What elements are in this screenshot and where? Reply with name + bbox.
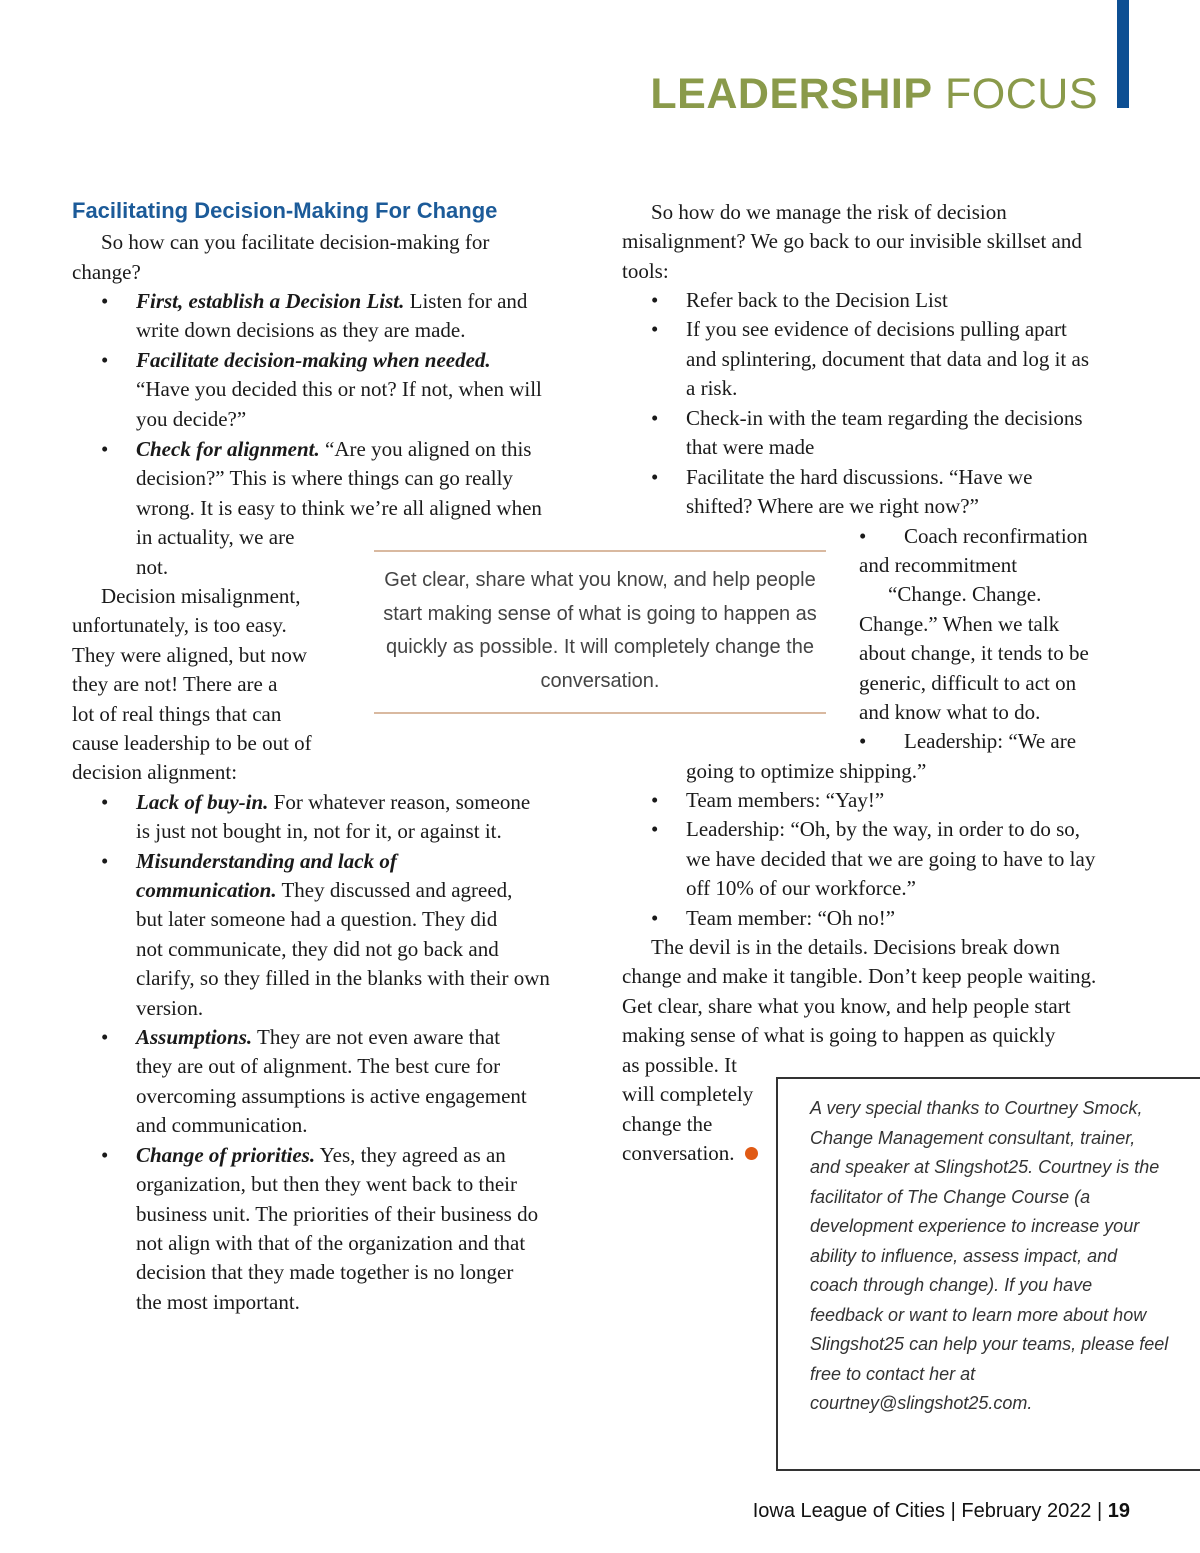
bullet-glyph: •: [101, 289, 109, 313]
paragraph-line: So how do we manage the risk of decision: [651, 200, 1007, 224]
list-item-line: the most important.: [136, 1290, 300, 1314]
page-number: 19: [1107, 1500, 1130, 1522]
list-item-line: and recommitment: [859, 553, 1018, 577]
paragraph-line: they are not! There are a: [72, 672, 278, 696]
list-item-line: overcoming assumptions is active engagement: [136, 1084, 527, 1108]
paragraph-line: will completely: [622, 1082, 754, 1106]
bullet-glyph: •: [101, 437, 109, 461]
list-item-line: is just not bought in, not for it, or against it.: [136, 819, 502, 843]
list-item-line: Lack of buy-in. For whatever reason, someone: [136, 790, 531, 814]
list-item-line: Leadership: “We are: [904, 729, 1077, 753]
list-item-line: Team members: “Yay!”: [686, 788, 885, 812]
paragraph-line: Change.” When we talk: [859, 612, 1060, 636]
footer-publication: Iowa League of Cities | February 2022 |: [752, 1500, 1103, 1522]
bullet-glyph: •: [651, 317, 659, 341]
paragraph-line: and know what to do.: [859, 700, 1041, 724]
bullet-glyph: •: [101, 348, 109, 372]
bullet-glyph: •: [101, 790, 109, 814]
paragraph-line: The devil is in the details. Decisions break down: [651, 935, 1060, 959]
bullet-glyph: •: [101, 1143, 109, 1167]
list-item-line: decision that they made together is no longer: [136, 1260, 514, 1284]
bullet-glyph: •: [859, 524, 867, 548]
pull-quote-text: Get clear, share what you know, and help people start making sense of what is going to happen as quickly as possible. It will completely change the conversation.: [383, 569, 817, 692]
paragraph-line: conversation.: [622, 1141, 735, 1165]
intro-line: So how can you facilitate decision-making for: [101, 230, 490, 254]
list-item-line: we have decided that we are going to have to lay: [686, 847, 1096, 871]
bullet-glyph: •: [101, 1025, 109, 1049]
bullet-glyph: •: [651, 817, 659, 841]
list-item-line: business unit. The priorities of their business do: [136, 1202, 539, 1226]
paragraph-line: change the: [622, 1112, 713, 1136]
list-item-line: Check for alignment. “Are you aligned on this: [136, 437, 532, 461]
bullet-glyph: •: [651, 288, 659, 312]
list-item-line: they are out of alignment. The best cure for: [136, 1054, 501, 1078]
acknowledgement-text: A very special thanks to Courtney Smock, Change Management consultant, trainer, and speaker at Slingshot25. Courtney is the facilitator of The Change Course (a development experience to increase your ability to influence, assess impact, and coach through change). If you have feedback or want to learn more about how Slingshot25 can help your teams, please feel free to contact her at courtney@slingshot25.com.: [810, 1098, 1169, 1413]
list-item-line: Check-in with the team regarding the decisions: [686, 406, 1083, 430]
section-title: [650, 66, 1098, 122]
bullet-glyph: •: [651, 465, 659, 489]
list-item-lead: Check for alignment.: [136, 437, 320, 461]
list-item-line: a risk.: [686, 376, 738, 400]
list-item-line: not communicate, they did not go back and: [136, 937, 499, 961]
list-item-line: Refer back to the Decision List: [686, 288, 948, 312]
section-title-light: FOCUS: [945, 70, 1098, 118]
list-item-line: Change of priorities. Yes, they agreed as an: [136, 1143, 506, 1167]
list-item-lead: Facilitate decision-making when needed.: [136, 348, 491, 372]
list-item-line: in actuality, we are: [136, 525, 295, 549]
list-item-lead: Assumptions.: [136, 1025, 253, 1049]
intro-line: change?: [72, 260, 141, 284]
list-item-lead: Change of priorities.: [136, 1143, 316, 1167]
list-item-line: off 10% of our workforce.”: [686, 876, 916, 900]
paragraph-line: tools:: [622, 259, 669, 283]
list-item-line: going to optimize shipping.”: [686, 759, 927, 783]
list-item-lead: First, establish a Decision List.: [136, 289, 405, 313]
list-item-line: “Have you decided this or not? If not, when will: [136, 377, 542, 401]
header-accent-bar: [1117, 0, 1129, 108]
list-item-line: write down decisions as they are made.: [136, 318, 466, 342]
pull-quote-bottom-rule: [374, 712, 826, 714]
list-item-line: [136, 346, 491, 376]
bullet-glyph: •: [651, 788, 659, 812]
paragraph-line: making sense of what is going to happen as quickly: [622, 1023, 1056, 1047]
bullet-glyph: •: [101, 849, 109, 873]
list-item-lead: Misunderstanding and lack of: [136, 849, 397, 873]
bullet-glyph: •: [651, 906, 659, 930]
list-item-line: but later someone had a question. They did: [136, 907, 498, 931]
list-item-line: and splintering, document that data and log it as: [686, 347, 1089, 371]
paragraph-line: cause leadership to be out of: [72, 731, 312, 755]
list-item-line: not align with that of the organization and that: [136, 1231, 526, 1255]
list-item-line: communication. They discussed and agreed,: [136, 878, 513, 902]
paragraph-line: about change, it tends to be: [859, 641, 1089, 665]
list-item-line: If you see evidence of decisions pulling apart: [686, 317, 1067, 341]
list-item-line: Assumptions. They are not even aware that: [136, 1025, 501, 1049]
paragraph-line: lot of real things that can: [72, 702, 282, 726]
section-title-bold: LEADERSHIP: [650, 70, 933, 118]
list-item-line: wrong. It is easy to think we’re all aligned when: [136, 496, 542, 520]
list-item-line: and communication.: [136, 1113, 308, 1137]
paragraph-line: decision alignment:: [72, 760, 238, 784]
bullet-glyph: •: [859, 729, 867, 753]
list-item-line: version.: [136, 996, 204, 1020]
list-item-line: Coach reconfirmation: [904, 524, 1088, 548]
list-item-line: Leadership: “Oh, by the way, in order to do so,: [686, 817, 1081, 841]
paragraph-line: Decision misalignment,: [101, 584, 301, 608]
paragraph-line: as possible. It: [622, 1053, 737, 1077]
paragraph-line: Get clear, share what you know, and help people start: [622, 994, 1071, 1018]
list-item-line: decision?” This is where things can go really: [136, 466, 513, 490]
list-item-lead: Lack of buy-in.: [136, 790, 269, 814]
list-item-line: that were made: [686, 435, 815, 459]
paragraph-line: misalignment? We go back to our invisible skillset and: [622, 229, 1082, 253]
paragraph-line: “Change. Change.: [888, 582, 1042, 606]
list-item-lead: communication.: [136, 878, 277, 902]
pull-quote-top-rule: [374, 550, 826, 552]
list-item-line: [136, 847, 397, 877]
end-of-article-dot: [745, 1147, 758, 1160]
list-item-line: shifted? Where are we right now?”: [686, 494, 979, 518]
paragraph-line: generic, difficult to act on: [859, 671, 1077, 695]
list-item-line: Team member: “Oh no!”: [686, 906, 896, 930]
article-heading: Facilitating Decision-Making For Change: [72, 198, 498, 223]
page-footer: [753, 1498, 1130, 1524]
paragraph-line: change and make it tangible. Don’t keep people waiting.: [622, 964, 1097, 988]
list-item-line: not.: [136, 555, 169, 579]
paragraph-line: They were aligned, but now: [72, 643, 308, 667]
list-item-line: First, establish a Decision List. Listen for and: [136, 289, 528, 313]
paragraph-line: unfortunately, is too easy.: [72, 613, 287, 637]
list-item-line: organization, but then they went back to their: [136, 1172, 518, 1196]
list-item-line: you decide?”: [136, 407, 247, 431]
list-item-line: Facilitate the hard discussions. “Have we: [686, 465, 1033, 489]
bullet-glyph: •: [651, 406, 659, 430]
list-item-line: clarify, so they filled in the blanks with their own: [136, 966, 550, 990]
